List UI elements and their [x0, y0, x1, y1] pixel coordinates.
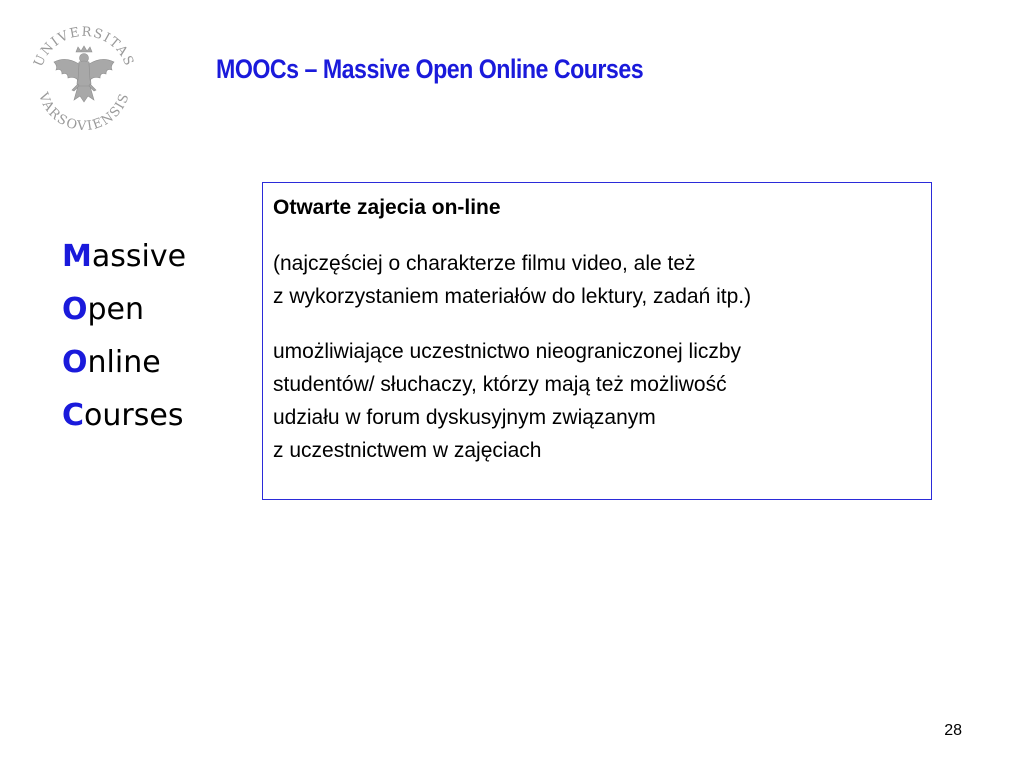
box-text-line: studentów/ słuchaczy, którzy mają też możliwość	[273, 373, 727, 396]
box-heading: Otwarte zajecia on-line	[273, 196, 501, 219]
seal-text-top: UNIVERSITAS	[31, 24, 137, 70]
eagle-seal-icon	[28, 22, 140, 134]
spacer	[273, 313, 921, 335]
box-text-line: udziału w forum dyskusyjnym związanym	[273, 406, 656, 429]
box-text-line: (najczęściej o charakterze filmu video, ale też	[273, 252, 696, 275]
acronym-initial: M	[62, 239, 92, 274]
acronym-list	[62, 234, 186, 446]
spacer	[273, 224, 921, 247]
box-text-line: z uczestnictwem w zajęciach	[273, 439, 542, 462]
box-text-line: umożliwiające uczestnictwo nieograniczonej liczby	[273, 340, 742, 363]
box-text-line: z wykorzystaniem materiałów do lektury, zadań itp.)	[273, 285, 752, 308]
acronym-rest: assive	[91, 239, 187, 274]
page-number: 28	[944, 722, 962, 739]
acronym-rest: nline	[87, 345, 161, 380]
acronym-item-massive	[62, 234, 186, 287]
acronym-rest: ourses	[84, 398, 184, 433]
definition-box	[262, 182, 932, 500]
acronym-rest: pen	[87, 292, 145, 327]
acronym-item-courses	[62, 393, 186, 446]
slide-title: MOOCs – Massive Open Online Courses	[216, 54, 644, 84]
acronym-item-online	[62, 340, 186, 393]
acronym-initial: O	[62, 345, 88, 380]
acronym-initial: C	[62, 398, 85, 433]
acronym-item-open	[62, 287, 186, 340]
seal-text-bottom: VARSOVIENSIS	[35, 90, 133, 134]
university-seal-logo	[28, 22, 140, 134]
acronym-initial: O	[62, 292, 88, 327]
